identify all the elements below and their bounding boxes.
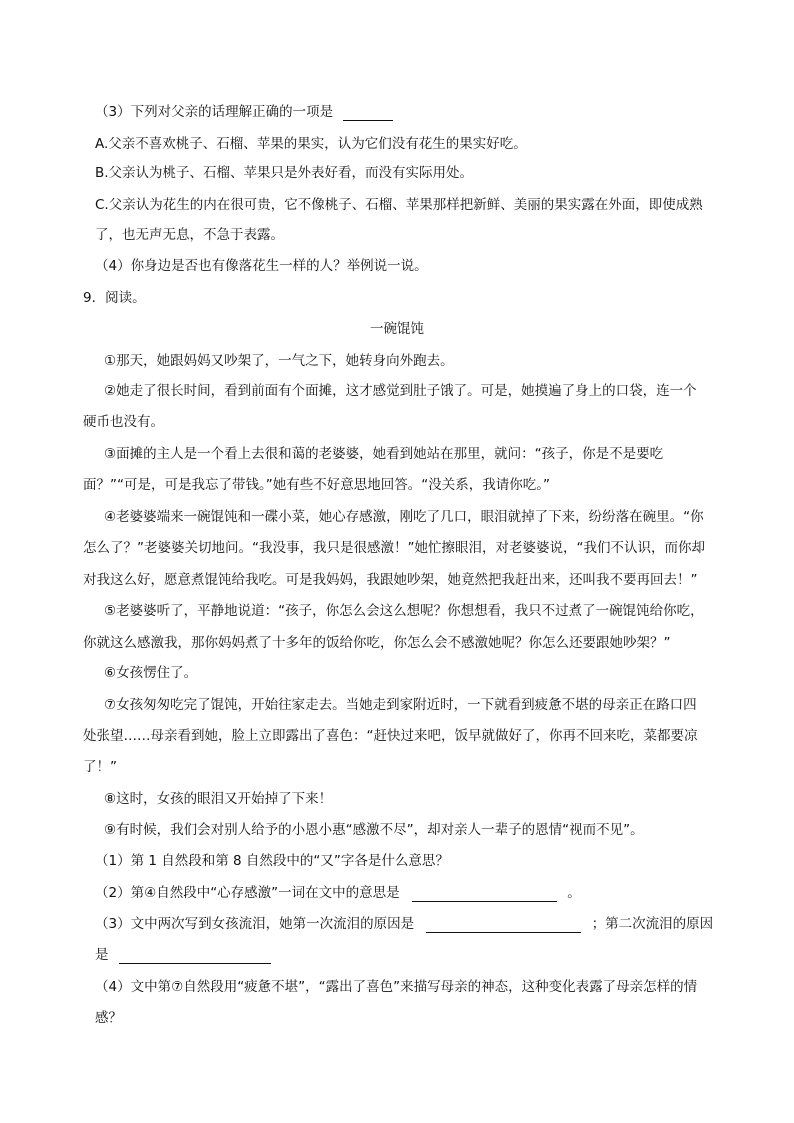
q8-3-option-c-line2: 了，也无声无息，不急于表露。 — [95, 227, 284, 243]
q9-4-prompt-line1: （4）文中第⑦自然段用“疲惫不堪”，“露出了喜色”来描写母亲的神态，这种变化表露了母亲怎样的情 — [95, 979, 698, 995]
passage-title: 一碗馄饨 — [370, 321, 424, 337]
paragraph-4-line2: 怎么了？”老婆婆关切地问。“我没事，我只是很感激！”她忙擦眼泪，对老婆婆说，“我们不认识，而你却 — [83, 540, 705, 556]
answer-blank[interactable] — [426, 918, 581, 933]
q8-3-prompt — [95, 103, 393, 121]
q9-3-line2-text: 是 — [95, 947, 109, 963]
paragraph-5-line1: ⑤老婆婆听了，平静地说道：“孩子，你怎么会这么想呢？你想想看，我只不过煮了一碗馄饨给你吃， — [104, 603, 704, 619]
paragraph-5-line2: 你就这么感激我，那你妈妈煮了十多年的饭给你吃，你怎么会不感激她呢？你怎么还要跟她吵架？” — [83, 635, 671, 651]
paragraph-8: ⑧这时，女孩的眼泪又开始掉了下来！ — [104, 791, 333, 807]
q8-3-prompt-text: （3）下列对父亲的话理解正确的一项是 — [95, 104, 334, 120]
paragraph-7-line3: 了！” — [83, 759, 117, 775]
paragraph-7-line2: 处张望……母亲看到她，脸上立即露出了喜色：“赶快过来吧，饭早就做好了，你再不回来吃，菜都要凉 — [83, 728, 698, 744]
paragraph-4-line3: 对我这么好，愿意煮馄饨给我吃。可是我妈妈，我跟她吵架，她竟然把我赶出来，还叫我不要再回去！” — [83, 572, 698, 588]
q9-3-mid-text: ；第二次流泪的原因 — [591, 916, 714, 932]
answer-blank[interactable] — [343, 106, 393, 121]
paragraph-6: ⑥女孩愣住了。 — [104, 665, 198, 681]
paragraph-7-line1: ⑦女孩匆匆吃完了馄饨，开始往家走去。当她走到家附近时，一下就看到疲惫不堪的母亲正在路口四 — [104, 697, 697, 713]
paragraph-9: ⑨有时候，我们会对别人给予的小恩小惠“感激不尽”，却对亲人一辈子的恩情“视而不见”。 — [104, 822, 644, 838]
q8-3-option-b: B.父亲认为桃子、石榴、苹果只是外表好看，而没有实际用处。 — [95, 165, 474, 181]
q9-2-suffix: 。 — [567, 885, 581, 901]
answer-blank[interactable] — [119, 949, 271, 964]
q8-4-prompt: （4）你身边是否也有像落花生一样的人？举例说一说。 — [95, 258, 428, 274]
paragraph-3-line1: ③面摊的主人是一个看上去很和蔼的老婆婆，她看到她站在那里，就问：“孩子，你是不是要吃 — [104, 446, 664, 462]
q9-4-prompt-line2: 感？ — [95, 1010, 122, 1026]
paragraph-3-line2: 面？”“可是，可是我忘了带钱。”她有些不好意思地回答。“没关系，我请你吃。” — [83, 477, 550, 493]
q9-label: 9．阅读。 — [83, 290, 146, 306]
q9-3-prompt-text: （3）文中两次写到女孩流泪，她第一次流泪的原因是 — [95, 916, 415, 932]
q9-3-prompt-line2 — [95, 946, 271, 964]
paragraph-2-line1: ②她走了很长时间，看到前面有个面摊，这才感觉到肚子饿了。可是，她摸遍了身上的口袋，连一个 — [104, 383, 697, 399]
q9-3-prompt-line1 — [95, 915, 713, 933]
q8-3-option-c-line1: C.父亲认为花生的内在很可贵，它不像桃子、石榴、苹果那样把新鲜、美丽的果实露在外面，即使成熟 — [95, 197, 703, 213]
q9-2-prompt — [95, 884, 581, 902]
paragraph-1: ①那天，她跟妈妈又吵架了，一气之下，她转身向外跑去。 — [104, 353, 454, 369]
paragraph-2-line2: 硬币也没有。 — [83, 414, 164, 430]
answer-blank[interactable] — [412, 887, 557, 902]
q8-3-option-a: A.父亲不喜欢桃子、石榴、苹果的果实，认为它们没有花生的果实好吃。 — [95, 136, 527, 152]
q9-1-prompt: （1）第 1 自然段和第 8 自然段中的“又”字各是什么意思？ — [95, 853, 449, 869]
paragraph-4-line1: ④老婆婆端来一碗馄饨和一碟小菜，她心存感激，刚吃了几口，眼泪就掉了下来，纷纷落在碗里。“你 — [104, 509, 704, 525]
q9-2-prompt-text: （2）第④自然段中“心存感激”一词在文中的意思是 — [95, 885, 400, 901]
